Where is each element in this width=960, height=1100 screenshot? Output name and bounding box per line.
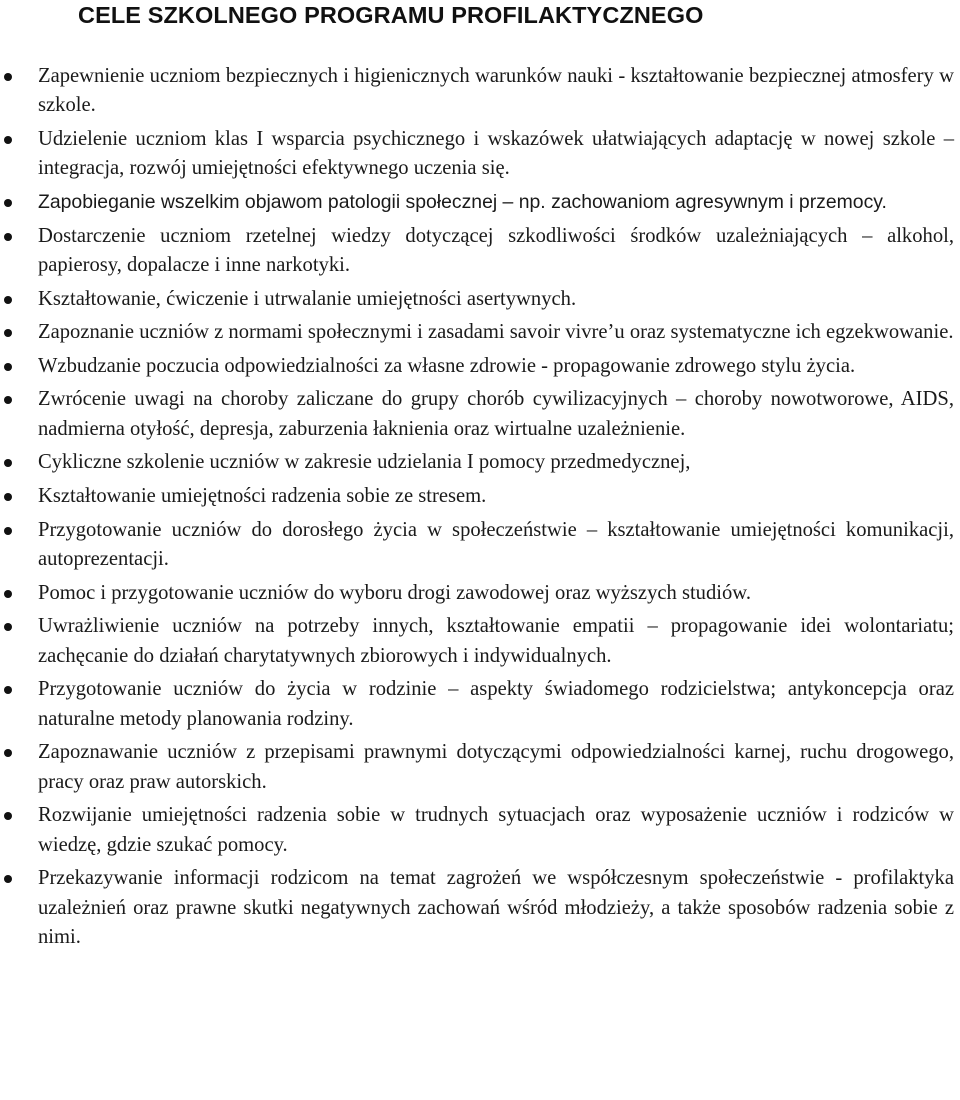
list-item-text: Kształtowanie umiejętności radzenia sobie ze stresem. [38, 484, 487, 507]
bullet-icon [4, 812, 12, 820]
list-item [0, 352, 954, 381]
list-item [0, 579, 954, 608]
list-item-text: Kształtowanie, ćwiczenie i utrwalanie umiejętności asertywnych. [38, 287, 577, 310]
list-item [0, 864, 954, 952]
list-item [0, 612, 954, 671]
bullet-icon [4, 329, 12, 337]
bullet-icon [4, 686, 12, 694]
list-item-text: Zapewnienie uczniom bezpiecznych i higienicznych warunków nauki - kształtowanie bezpiecznej atmosfery w szkole. [38, 65, 954, 117]
document-title: CELE SZKOLNEGO PROGRAMU PROFILAKTYCZNEGO [78, 2, 704, 28]
list-item-text: Dostarczenie uczniom rzetelnej wiedzy dotyczącej szkodliwości środków uzależniających – alkohol, papierosy, dopalacze i inne narkotyki. [38, 224, 954, 276]
list-item-text: Uwrażliwienie uczniów na potrzeby innych, kształtowanie empatii – propagowanie idei wolontariatu; zachęcanie do działań charytatywnych zbiorowych i indywidualnych. [38, 615, 954, 667]
list-item-text: Zapoznawanie uczniów z przepisami prawnymi dotyczącymi odpowiedzialności karnej, ruchu drogowego, pracy oraz praw autorskich. [38, 741, 954, 793]
list-item [0, 482, 954, 511]
list-item-text: Cykliczne szkolenie uczniów w zakresie udzielania I pomocy przedmedycznej, [38, 451, 691, 474]
bullet-icon [4, 459, 12, 467]
list-item-text: Zapobieganie wszelkim objawom patologii społecznej – np. zachowaniom agresywnym i przemocy. [38, 191, 887, 213]
bullet-icon [4, 527, 12, 535]
bullet-icon [4, 296, 12, 304]
bullet-icon [4, 73, 12, 81]
bullet-icon [4, 233, 12, 241]
list-item [0, 318, 954, 347]
bullet-icon [4, 136, 12, 144]
bullet-icon [4, 623, 12, 631]
bullet-icon [4, 590, 12, 598]
bullet-icon [4, 749, 12, 757]
list-item-text: Przygotowanie uczniów do życia w rodzinie – aspekty świadomego rodzicielstwa; antykoncepcja oraz naturalne metody planowania rodziny. [38, 678, 954, 730]
list-item-text: Pomoc i przygotowanie uczniów do wyboru drogi zawodowej oraz wyższych studiów. [38, 581, 751, 604]
list-item [0, 385, 954, 444]
bullet-icon [4, 875, 12, 883]
bullet-icon [4, 199, 12, 207]
bullet-icon [4, 396, 12, 404]
list-item [0, 738, 954, 797]
bullet-icon [4, 493, 12, 501]
list-item [0, 285, 954, 314]
list-item [0, 62, 954, 121]
list-item-text: Zwrócenie uwagi na choroby zaliczane do grupy chorób cywilizacyjnych – choroby nowotworowe, AIDS, nadmierna otyłość, depresja, zaburzenia łaknienia oraz wirtualne uzależnienie. [38, 388, 954, 440]
list-item-text: Rozwijanie umiejętności radzenia sobie w trudnych sytuacjach oraz wyposażenie uczniów i rodziców w wiedzę, gdzie szukać pomocy. [38, 804, 954, 856]
bullet-icon [4, 363, 12, 371]
list-item [0, 448, 954, 477]
list-item [0, 516, 954, 575]
list-item [0, 675, 954, 734]
goals-list [0, 62, 954, 957]
list-item [0, 125, 954, 184]
list-item-text: Wzbudzanie poczucia odpowiedzialności za własne zdrowie - propagowanie zdrowego stylu życia. [38, 354, 856, 377]
list-item-text: Zapoznanie uczniów z normami społecznymi i zasadami savoir vivre’u oraz systematyczne ich egzekwowanie. [38, 321, 954, 344]
list-item [0, 188, 954, 217]
list-item-text: Udzielenie uczniom klas I wsparcia psychicznego i wskazówek ułatwiających adaptację w nowej szkole – integracja, rozwój umiejętności efektywnego uczenia się. [38, 128, 954, 180]
list-item [0, 801, 954, 860]
list-item [0, 222, 954, 281]
list-item-text: Przygotowanie uczniów do dorosłego życia w społeczeństwie – kształtowanie umiejętności komunikacji, autoprezentacji. [38, 518, 954, 570]
list-item-text: Przekazywanie informacji rodzicom na temat zagrożeń we współczesnym społeczeństwie - profilaktyka uzależnień oraz prawne skutki negatywnych zachowań wśród młodzieży, a także sposobów radzenia sobie z nimi. [38, 867, 954, 948]
